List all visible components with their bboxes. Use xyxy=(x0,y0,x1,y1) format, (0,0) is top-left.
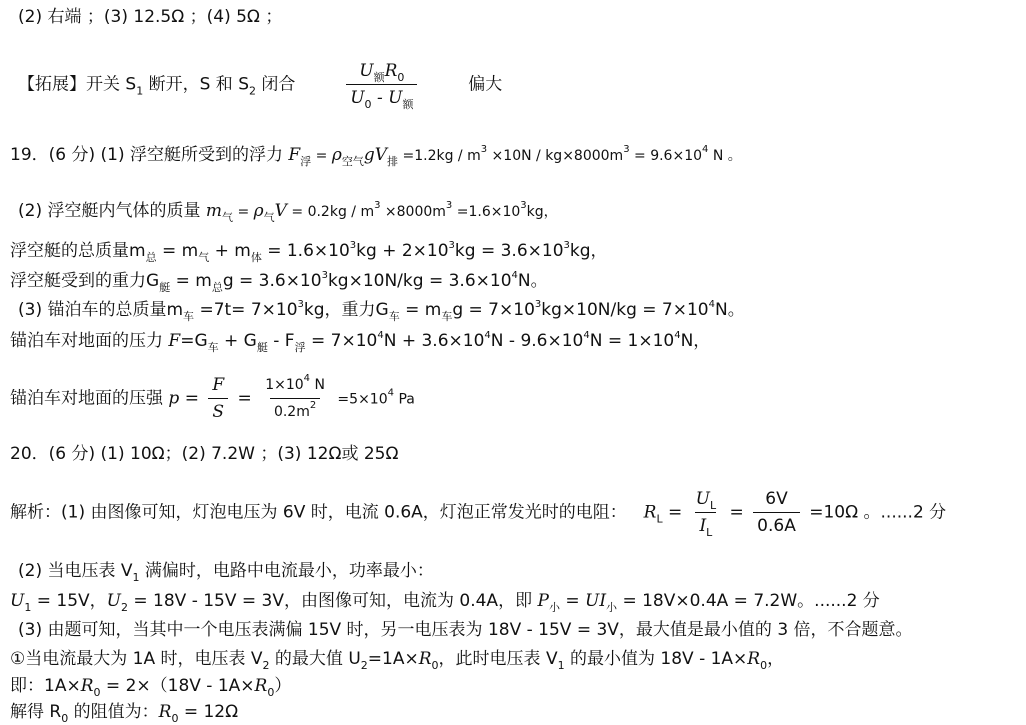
superscript: 3 xyxy=(321,270,328,281)
var: UI xyxy=(585,591,607,611)
subscript: 0 xyxy=(397,71,405,84)
superscript: 3 xyxy=(623,144,630,155)
superscript: 3 xyxy=(448,240,455,251)
var: R xyxy=(254,676,268,696)
text: =5×10 xyxy=(332,391,388,408)
text: 偏大 xyxy=(468,74,503,95)
text: 解得 R xyxy=(10,702,62,722)
var: U xyxy=(10,591,25,611)
var: P xyxy=(537,591,549,611)
text: =G xyxy=(180,331,208,351)
var: R xyxy=(747,649,761,669)
extension-line xyxy=(18,60,502,109)
var: gV xyxy=(363,145,388,165)
text: ①当电流最大为 1A 时，电压表 V xyxy=(10,649,263,669)
text: 断开，S 和 S xyxy=(143,74,249,95)
var: U xyxy=(695,489,710,509)
analysis-part3-equation xyxy=(10,675,291,697)
text: Pa xyxy=(394,391,415,408)
subscript: 1 xyxy=(24,601,32,614)
superscript: 4 xyxy=(583,330,590,341)
text: = 15V， xyxy=(31,591,107,611)
subscript: 0 xyxy=(760,659,768,672)
text: (2) 当电压表 V xyxy=(18,561,133,581)
text: =1.2kg / m xyxy=(398,148,481,164)
analysis-part3-result xyxy=(10,701,238,723)
analysis-part1 xyxy=(10,488,946,537)
var: R xyxy=(80,676,94,696)
subscript: 2 xyxy=(262,659,270,672)
text: = 18V×0.4A = 7.2W。......2 分 xyxy=(617,591,880,611)
subscript: 总 xyxy=(211,281,223,294)
q19-part1 xyxy=(10,144,742,167)
text: N。 xyxy=(517,271,548,291)
superscript: 2 xyxy=(309,400,317,411)
superscript: 3 xyxy=(445,200,453,211)
text: kg = 3.6×10 xyxy=(454,241,564,261)
text: ， xyxy=(767,649,785,669)
text: = m xyxy=(399,300,442,320)
extension-label: 【拓展】开关 S xyxy=(18,74,137,95)
analysis-part2 xyxy=(18,560,434,582)
text: 闭合 xyxy=(256,74,296,95)
subscript: 0 xyxy=(267,686,275,699)
subscript: 气 xyxy=(222,211,234,224)
text: =1A× xyxy=(367,649,419,669)
text: 的最小值为 18V - 1A× xyxy=(564,649,748,669)
subscript: 0 xyxy=(431,659,439,672)
text: 0.6A xyxy=(753,512,800,537)
analysis-part3-case1 xyxy=(10,648,784,670)
var: p xyxy=(168,388,180,409)
text: N 。 xyxy=(708,148,742,164)
resistance-fraction-symbolic xyxy=(692,488,720,537)
subscript: 0 xyxy=(93,686,101,699)
text: N - 9.6×10 xyxy=(490,331,584,351)
text: g = 3.6×10 xyxy=(222,271,322,291)
text: = m xyxy=(170,271,212,291)
text: ，此时电压表 V xyxy=(438,649,558,669)
text: kg + 2×10 xyxy=(356,241,449,261)
text: = 18V - 15V = 3V，由图像可知，电流为 0.4A，即 xyxy=(127,591,538,611)
text: =7t= 7×10 xyxy=(194,300,298,320)
text: = xyxy=(311,148,332,164)
subscript: 总 xyxy=(145,251,157,264)
text: 即：1A× xyxy=(10,676,81,696)
q20-answer-line xyxy=(10,443,399,465)
text: N， xyxy=(680,331,711,351)
text: 的阻值为： xyxy=(68,702,159,722)
subscript: 1 xyxy=(132,571,140,584)
subscript: 额 xyxy=(373,71,385,84)
pressure-fraction-numeric xyxy=(261,374,329,423)
var: I xyxy=(699,516,707,536)
q19-part3 xyxy=(18,299,745,321)
extension-fraction xyxy=(346,60,417,109)
subscript: 0 xyxy=(364,98,372,111)
pressure-force-line xyxy=(10,330,710,352)
text: N + 3.6×10 xyxy=(383,331,485,351)
subscript: 2 xyxy=(360,659,368,672)
text: = xyxy=(724,502,750,523)
text: N = 1×10 xyxy=(589,331,675,351)
subscript: L xyxy=(706,526,713,539)
subscript: 车 xyxy=(183,310,195,323)
superscript: 4 xyxy=(708,299,715,310)
total-mass-line xyxy=(10,240,608,262)
subscript: 空气 xyxy=(341,155,364,168)
subscript: L xyxy=(656,512,663,526)
text: 锚泊车对地面的压强 xyxy=(10,388,169,409)
pressure-fraction-symbolic xyxy=(208,374,228,423)
text: 满偏时，电路中电流最小，功率最小： xyxy=(139,561,434,581)
superscript: 4 xyxy=(484,330,491,341)
superscript: 3 xyxy=(374,200,381,211)
text: = xyxy=(232,388,258,409)
text: kg， xyxy=(526,204,558,220)
var: m xyxy=(205,201,223,221)
resistance-fraction-numeric xyxy=(753,488,800,537)
text: 1×10 xyxy=(265,377,304,393)
text: 6V xyxy=(765,489,788,509)
subscript: 体 xyxy=(250,251,262,264)
analysis-part2-calc xyxy=(10,590,880,612)
text: = 1.6×10 xyxy=(261,241,350,261)
var: U xyxy=(106,591,121,611)
superscript: 3 xyxy=(297,299,304,310)
var: U xyxy=(350,88,365,108)
text: 的最大值 U xyxy=(269,649,361,669)
var: U xyxy=(359,61,374,81)
pressure-line xyxy=(10,374,415,424)
answer-line-1 xyxy=(18,6,282,28)
var: S xyxy=(208,398,228,423)
var: R xyxy=(158,702,172,722)
text: (3) 锚泊车的总质量m xyxy=(18,300,184,320)
subscript: 气 xyxy=(263,211,275,224)
text: (2) 浮空艇内气体的质量 xyxy=(18,201,206,221)
text: = xyxy=(179,388,205,409)
var: ρ xyxy=(253,201,264,221)
subscript: 额 xyxy=(402,98,414,111)
subscript: 排 xyxy=(387,155,399,168)
text: 浮空艇的总质量m xyxy=(10,241,146,261)
superscript: 4 xyxy=(377,330,384,341)
text: = 0.2kg / m xyxy=(286,204,375,220)
superscript: 4 xyxy=(702,144,709,155)
text: 19．(6 分) (1) 浮空艇所受到的浮力 xyxy=(10,145,289,165)
subscript: 车 xyxy=(388,310,400,323)
subscript: 0 xyxy=(171,712,179,725)
text: + m xyxy=(209,241,251,261)
text: + G xyxy=(218,331,257,351)
var: R xyxy=(418,649,432,669)
var: R xyxy=(384,61,398,81)
subscript: 艇 xyxy=(159,281,171,294)
text: = xyxy=(662,502,688,523)
text: =10Ω 。......2 分 xyxy=(803,502,947,523)
text: ×10N / kg×8000m xyxy=(487,148,624,164)
superscript: 4 xyxy=(387,387,394,399)
text: =1.6×10 xyxy=(452,204,521,220)
var: - U xyxy=(371,88,403,108)
text: ） xyxy=(274,676,292,696)
subscript: 2 xyxy=(120,601,128,614)
text: 20．(6 分) (1) 10Ω；(2) 7.2W ；(3) 12Ω或 25Ω xyxy=(10,444,399,464)
text: = 12Ω xyxy=(178,702,239,722)
superscript: 4 xyxy=(511,270,518,281)
text: = m xyxy=(156,241,199,261)
var: V xyxy=(274,201,287,221)
text: 0.2m xyxy=(273,404,310,420)
subscript: 小 xyxy=(548,601,560,614)
subscript: L xyxy=(709,499,717,512)
var: F xyxy=(168,331,181,351)
text: N xyxy=(310,377,325,393)
subscript: 浮 xyxy=(294,341,306,354)
text: N。 xyxy=(714,300,745,320)
text: 浮空艇受到的重力G xyxy=(10,271,160,291)
text: kg×10N/kg = 3.6×10 xyxy=(327,271,512,291)
subscript: 0 xyxy=(61,712,69,725)
var: R xyxy=(643,502,657,523)
subscript: 车 xyxy=(441,310,453,323)
superscript: 4 xyxy=(303,373,311,384)
superscript: 3 xyxy=(349,240,357,251)
text: g = 7×10 xyxy=(452,300,535,320)
text: - F xyxy=(267,331,295,351)
text: kg， xyxy=(569,241,608,261)
text: = 9.6×10 xyxy=(629,148,703,164)
subscript: 1 xyxy=(136,84,144,98)
subscript: 浮 xyxy=(300,155,312,168)
superscript: 3 xyxy=(480,144,488,155)
text: kg×10N/kg = 7×10 xyxy=(541,300,709,320)
superscript: 4 xyxy=(674,330,681,341)
superscript: 3 xyxy=(520,200,527,211)
text: = xyxy=(559,591,585,611)
text: = xyxy=(233,204,254,220)
subscript: 小 xyxy=(606,601,618,614)
text: 锚泊车对地面的压力 xyxy=(10,331,169,351)
text: 解析：(1) 由图像可知，灯泡电压为 6V 时，电流 0.6A，灯泡正常发光时的电阻： xyxy=(10,502,627,523)
subscript: 2 xyxy=(249,84,256,98)
subscript: 车 xyxy=(207,341,219,354)
text: ×8000m xyxy=(380,204,446,220)
subscript: 艇 xyxy=(256,341,268,354)
var: ρ xyxy=(331,145,342,165)
var: F xyxy=(212,375,225,395)
var: F xyxy=(288,145,301,165)
q19-part2 xyxy=(18,200,558,223)
text: = 7×10 xyxy=(305,331,378,351)
text: (3) 由题可知，当其中一个电压表满偏 15V 时，另一电压表为 18V - 15V = 3V，最大值是最小值的 3 倍，不合题意。 xyxy=(18,620,913,640)
subscript: 气 xyxy=(198,251,210,264)
text: = 2×（18V - 1A× xyxy=(100,676,255,696)
superscript: 3 xyxy=(534,299,542,310)
analysis-part3 xyxy=(18,619,913,641)
subscript: 1 xyxy=(557,659,565,672)
text: kg，重力G xyxy=(303,300,389,320)
gravity-line xyxy=(10,270,548,292)
superscript: 3 xyxy=(563,240,570,251)
answer-text: (2) 右端 ；(3) 12.5Ω ；(4) 5Ω ； xyxy=(18,7,283,27)
